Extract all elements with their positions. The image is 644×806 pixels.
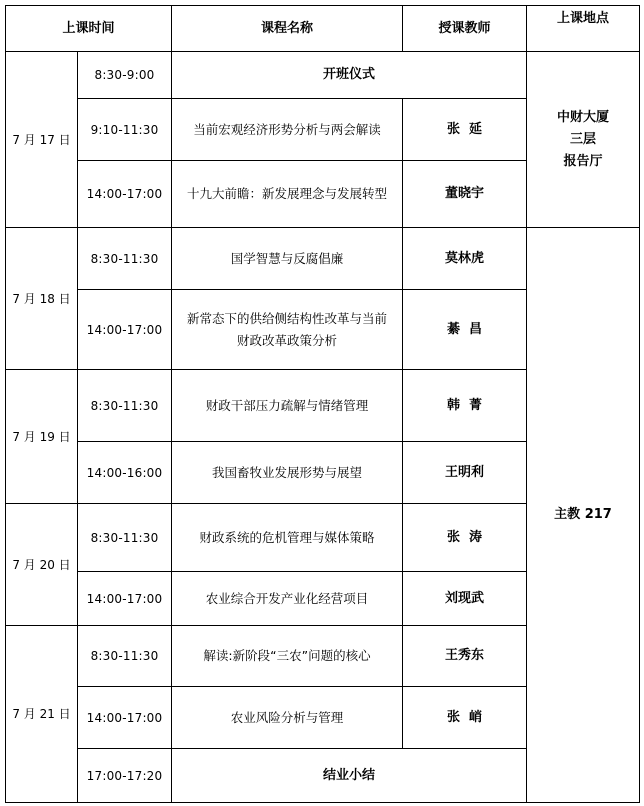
teacher-cell: 王明利 bbox=[403, 442, 527, 504]
course-cell: 解读:新阶段“三农”问题的核心 bbox=[172, 626, 403, 687]
course-cell: 国学智慧与反腐倡廉 bbox=[172, 228, 403, 290]
date-cell: 7 月 18 日 bbox=[6, 228, 78, 370]
teacher-cell: 王秀东 bbox=[403, 626, 527, 687]
course-cell: 十九大前瞻：新发展理念与发展转型 bbox=[172, 161, 403, 228]
time-cell: 14:00-17:00 bbox=[78, 161, 172, 228]
teacher-cell: 韩 菁 bbox=[403, 370, 527, 442]
course-cell: 我国畜牧业发展形势与展望 bbox=[172, 442, 403, 504]
date-cell: 7 月 21 日 bbox=[6, 626, 78, 803]
teacher-cell: 张 峭 bbox=[403, 687, 527, 749]
course-cell: 结业小结 bbox=[172, 749, 527, 803]
venue-cell: 主教 217 bbox=[527, 228, 640, 803]
date-cell: 7 月 20 日 bbox=[6, 504, 78, 626]
time-cell: 14:00-16:00 bbox=[78, 442, 172, 504]
venue-cell bbox=[527, 52, 640, 228]
time-cell: 9:10-11:30 bbox=[78, 99, 172, 161]
course-cell: 当前宏观经济形势分析与两会解读 bbox=[172, 99, 403, 161]
time-cell: 17:00-17:20 bbox=[78, 749, 172, 803]
course-cell bbox=[172, 290, 403, 370]
date-cell: 7 月 19 日 bbox=[6, 370, 78, 504]
time-cell: 14:00-17:00 bbox=[78, 572, 172, 626]
course-cell: 农业风险分析与管理 bbox=[172, 687, 403, 749]
venue-line: 报告厅 bbox=[563, 153, 603, 169]
venue-line: 中财大厦 bbox=[557, 109, 610, 125]
course-cell: 农业综合开发产业化经营项目 bbox=[172, 572, 403, 626]
header-time: 上课时间 bbox=[6, 6, 172, 52]
time-cell: 8:30-11:30 bbox=[78, 504, 172, 572]
teacher-cell: 张 涛 bbox=[403, 504, 527, 572]
time-cell: 14:00-17:00 bbox=[78, 687, 172, 749]
header-teacher: 授课教师 bbox=[403, 6, 527, 52]
header-row bbox=[6, 6, 640, 52]
course-cell: 财政系统的危机管理与媒体策略 bbox=[172, 504, 403, 572]
time-cell: 8:30-11:30 bbox=[78, 228, 172, 290]
table-row bbox=[6, 228, 640, 290]
header-course: 课程名称 bbox=[172, 6, 403, 52]
teacher-cell: 刘现武 bbox=[403, 572, 527, 626]
teacher-cell: 莫林虎 bbox=[403, 228, 527, 290]
course-cell: 财政干部压力疏解与情绪管理 bbox=[172, 370, 403, 442]
venue-line: 三层 bbox=[570, 131, 597, 147]
time-cell: 8:30-9:00 bbox=[78, 52, 172, 99]
table-row bbox=[6, 52, 640, 99]
time-cell: 8:30-11:30 bbox=[78, 370, 172, 442]
course-line: 财政改革政策分析 bbox=[237, 332, 338, 348]
date-cell: 7 月 17 日 bbox=[6, 52, 78, 228]
header-location: 上课地点 bbox=[527, 6, 640, 52]
teacher-cell: 张 延 bbox=[403, 99, 527, 161]
time-cell: 8:30-11:30 bbox=[78, 626, 172, 687]
course-line: 新常态下的供给侧结构性改革与当前 bbox=[187, 310, 388, 326]
teacher-cell: 綦 昌 bbox=[403, 290, 527, 370]
course-cell: 开班仪式 bbox=[172, 52, 527, 99]
time-cell: 14:00-17:00 bbox=[78, 290, 172, 370]
course-schedule-table bbox=[5, 5, 640, 803]
teacher-cell: 董晓宇 bbox=[403, 161, 527, 228]
